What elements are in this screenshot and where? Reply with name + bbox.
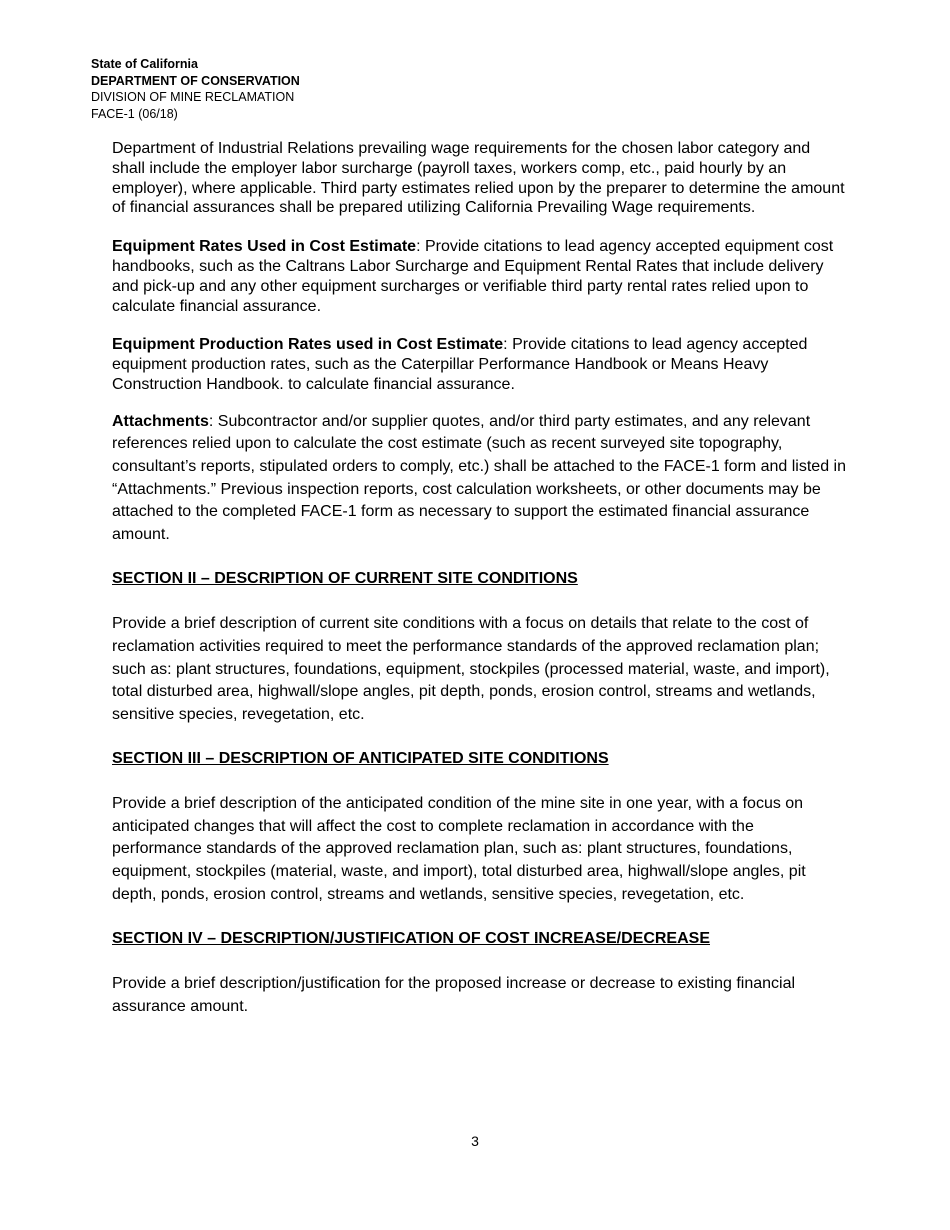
header-division: DIVISION OF MINE RECLAMATION <box>91 90 295 104</box>
header-state: State of California <box>91 57 198 71</box>
section-ii-heading: SECTION II – DESCRIPTION OF CURRENT SITE CONDITIONS <box>112 570 578 588</box>
document-body <box>112 139 847 1018</box>
document-header <box>91 56 300 122</box>
header-department: DEPARTMENT OF CONSERVATION <box>91 73 300 88</box>
section-iii-heading: SECTION III – DESCRIPTION OF ANTICIPATED SITE CONDITIONS <box>112 750 609 768</box>
section-ii-body: Provide a brief description of current site conditions with a focus on details that relate to the cost of reclamation activities required to meet the performance standards of the approved reclamation plan; such as: plant structures, foundations, equipment, stockpiles (processed material, waste, and import), total disturbed area, highwall/slope angles, pit depth, ponds, erosion control, streams and wetlands, sensitive species, revegetation, etc. <box>112 615 830 723</box>
attachments-paragraph <box>112 411 847 547</box>
labor-continued-paragraph: Department of Industrial Relations prevailing wage requirements for the chosen labor category and shall include the employer labor surcharge (payroll taxes, workers comp, etc., paid hourly by an employer), where applicable. Third party estimates relied upon by the preparer to determine the amount of financial assurances shall be prepared utilizing California Prevailing Wage requirements. <box>112 140 845 217</box>
equipment-rates-text: : Provide citations to lead agency accepted equipment cost handbooks, such as the Caltrans Labor Surcharge and Equipment Rental Rates that include delivery and pick-up and any other equipment surcharges or verifiable third party rental rates relied upon to calculate financial assurance. <box>112 238 834 315</box>
section-iv-body: Provide a brief description/justification for the proposed increase or decrease to existing financial assurance amount. <box>112 975 796 1015</box>
equipment-production-paragraph <box>112 335 847 394</box>
page-number: 3 <box>471 1133 479 1149</box>
attachments-text: : Subcontractor and/or supplier quotes, and/or third party estimates, and any relevant references relied upon to calculate the cost estimate (such as recent surveyed site topography, consultant’s reports, stipulated orders to comply, etc.) shall be attached to the FACE-1 form and listed in “Attachments.” Previous inspection reports, cost calculation worksheets, or other documents may be attached to the completed FACE-1 form as necessary to support the estimated financial assurance amount. <box>112 412 846 543</box>
section-iii-body: Provide a brief description of the anticipated condition of the mine site in one year, with a focus on anticipated changes that will affect the cost to complete reclamation in accordance with the performance standards of the approved reclamation plan, such as: plant structures, foundations, equipment, stockpiles (material, waste, and import), total disturbed area, highwall/slope angles, pit depth, ponds, erosion control, streams and wetlands, sensitive species, revegetation, etc. <box>112 795 806 903</box>
attachments-label: Attachments <box>112 412 209 430</box>
equipment-production-text: : Provide citations to lead agency accepted equipment production rates, such as the Caterpillar Performance Handbook or Means Heavy Construction Handbook. to calculate financial assurance. <box>112 336 808 393</box>
equipment-rates-label: Equipment Rates Used in Cost Estimate <box>112 238 417 256</box>
header-form-id: FACE-1 (06/18) <box>91 106 178 121</box>
section-iv-heading: SECTION IV – DESCRIPTION/JUSTIFICATION OF COST INCREASE/DECREASE <box>112 930 710 948</box>
equipment-rates-paragraph <box>112 237 847 316</box>
equipment-production-label: Equipment Production Rates used in Cost Estimate <box>112 336 504 354</box>
